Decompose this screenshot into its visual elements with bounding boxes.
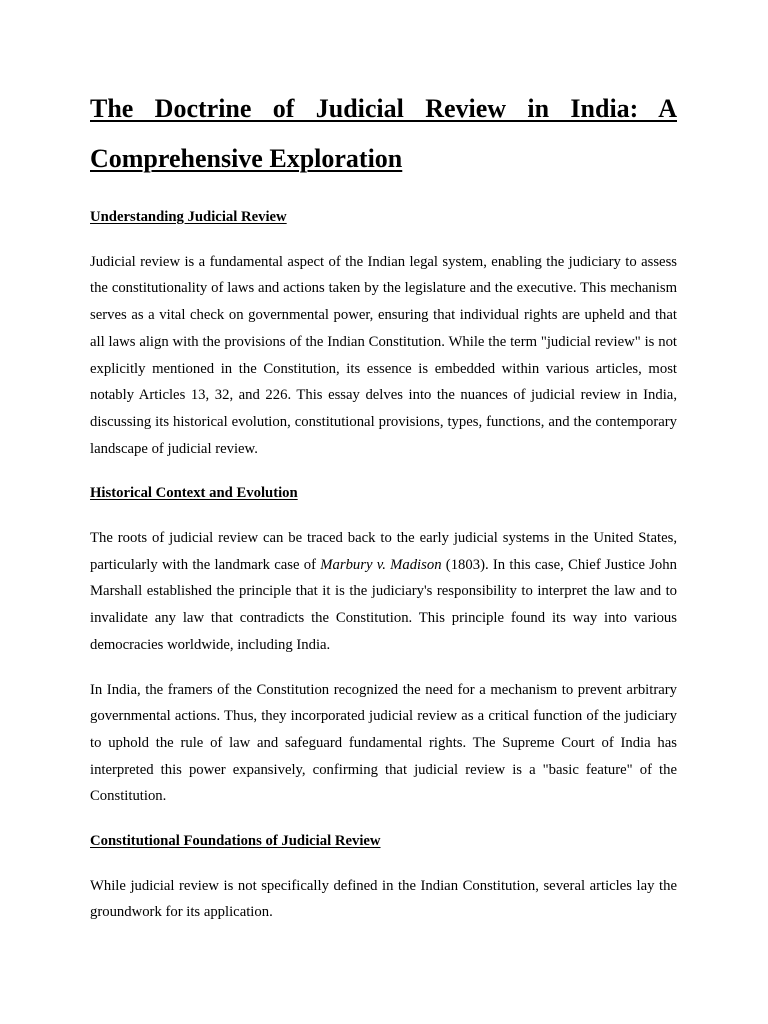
paragraph-text: (1803). In this case, Chief Justice John Marshall established the principle that it is the judiciary's responsibility to interpret the law and to invalidate any law that contradicts the Constitution. This principle found its way into various democracies worldwide, including India. xyxy=(90,556,677,653)
spacer xyxy=(90,855,677,873)
spacer xyxy=(90,231,677,249)
spacer xyxy=(90,184,677,204)
section-heading-understanding: Understanding Judicial Review xyxy=(90,209,287,225)
paragraph-historical-india: In India, the framers of the Constitution recognized the need for a mechanism to prevent arbitrary governmental actions. Thus, they incorporated judicial review as a critical function of the judiciary to uphold the rule of law and safeguard fundamental rights. The Supreme Court of India has interpreted this power expansively, confirming that judicial review is a "basic feature" of the Constitution. xyxy=(90,681,677,805)
paragraph-historical-roots xyxy=(90,525,677,659)
spacer xyxy=(90,462,677,480)
document-page xyxy=(90,84,677,926)
spacer xyxy=(90,507,677,525)
paragraph-text: The roots of judicial review can be traced back to the early judicial systems in the United States, particularly with the landmark case of xyxy=(90,530,677,573)
spacer xyxy=(90,659,677,677)
section-heading-historical: Historical Context and Evolution xyxy=(90,485,298,502)
paragraph-understanding: Judicial review is a fundamental aspect of the Indian legal system, enabling the judiciary to assess the constitutionality of laws and actions taken by the legislature and the executive. This mechanism serves as a vital check on governmental power, ensuring that individual rights are upheld and that all laws align with the provisions of the Indian Constitution. While the term "judicial review" is not explicitly mentioned in the Constitution, its essence is embedded within various articles, most notably Articles 13, 32, and 226. This essay delves into the nuances of judicial review in India, discussing its historical evolution, constitutional provisions, types, functions, and the contemporary landscape of judicial review. xyxy=(90,253,677,457)
case-name: Marbury v. Madison xyxy=(320,556,442,573)
document-title: The Doctrine of Judicial Review in India: A Comprehensive Exploration xyxy=(90,94,677,173)
paragraph-constitutional: While judicial review is not specifically defined in the Indian Constitution, several articles lay the groundwork for its application. xyxy=(90,877,677,921)
spacer xyxy=(90,810,677,828)
section-heading-constitutional: Constitutional Foundations of Judicial Review xyxy=(90,833,381,850)
